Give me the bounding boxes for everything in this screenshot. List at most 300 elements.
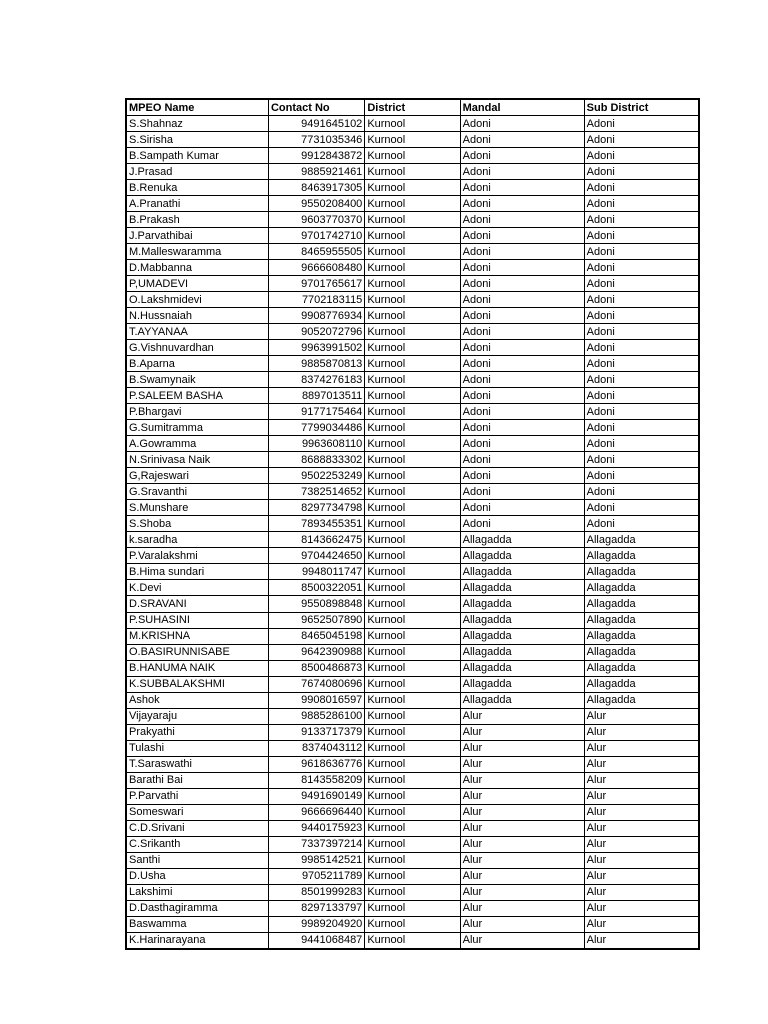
header-sub-district: Sub District xyxy=(584,99,699,116)
mpeo-name-cell: P,UMADEVI xyxy=(126,276,268,292)
mpeo-contact-table xyxy=(125,98,700,950)
contact-no-cell: 9705211789 xyxy=(268,868,364,884)
sub-district-cell: Alur xyxy=(584,884,699,900)
table-row xyxy=(126,676,699,692)
table-row xyxy=(126,324,699,340)
sub-district-cell: Adoni xyxy=(584,420,699,436)
table-row xyxy=(126,804,699,820)
contact-no-cell: 8374276183 xyxy=(268,372,364,388)
sub-district-cell: Adoni xyxy=(584,276,699,292)
mandal-cell: Adoni xyxy=(460,468,584,484)
district-cell: Kurnool xyxy=(365,388,460,404)
mandal-cell: Adoni xyxy=(460,228,584,244)
contact-no-cell: 7893455351 xyxy=(268,516,364,532)
mandal-cell: Adoni xyxy=(460,404,584,420)
table-row xyxy=(126,692,699,708)
district-cell: Kurnool xyxy=(365,804,460,820)
mandal-cell: Allagadda xyxy=(460,564,584,580)
mandal-cell: Adoni xyxy=(460,164,584,180)
mpeo-name-cell: Someswari xyxy=(126,804,268,820)
mandal-cell: Alur xyxy=(460,804,584,820)
table-row xyxy=(126,484,699,500)
mandal-cell: Adoni xyxy=(460,276,584,292)
sub-district-cell: Adoni xyxy=(584,468,699,484)
sub-district-cell: Allagadda xyxy=(584,580,699,596)
district-cell: Kurnool xyxy=(365,324,460,340)
district-cell: Kurnool xyxy=(365,612,460,628)
contact-no-cell: 9491645102 xyxy=(268,116,364,132)
mpeo-name-cell: J.Prasad xyxy=(126,164,268,180)
contact-no-cell: 9885870813 xyxy=(268,356,364,372)
table-row xyxy=(126,772,699,788)
mpeo-name-cell: S.Shahnaz xyxy=(126,116,268,132)
table-row xyxy=(126,276,699,292)
sub-district-cell: Adoni xyxy=(584,484,699,500)
district-cell: Kurnool xyxy=(365,916,460,932)
mandal-cell: Adoni xyxy=(460,516,584,532)
sub-district-cell: Adoni xyxy=(584,116,699,132)
mandal-cell: Allagadda xyxy=(460,628,584,644)
mpeo-name-cell: N.Hussnaiah xyxy=(126,308,268,324)
mpeo-name-cell: Baswamma xyxy=(126,916,268,932)
district-cell: Kurnool xyxy=(365,356,460,372)
sub-district-cell: Allagadda xyxy=(584,644,699,660)
district-cell: Kurnool xyxy=(365,932,460,949)
mandal-cell: Adoni xyxy=(460,500,584,516)
table-row xyxy=(126,212,699,228)
sub-district-cell: Adoni xyxy=(584,260,699,276)
sub-district-cell: Alur xyxy=(584,932,699,949)
mpeo-name-cell: C.D.Srivani xyxy=(126,820,268,836)
mandal-cell: Alur xyxy=(460,852,584,868)
table-row xyxy=(126,372,699,388)
contact-no-cell: 9908016597 xyxy=(268,692,364,708)
mandal-cell: Adoni xyxy=(460,148,584,164)
table-row xyxy=(126,580,699,596)
mandal-cell: Adoni xyxy=(460,260,584,276)
contact-no-cell: 9440175923 xyxy=(268,820,364,836)
contact-no-cell: 9948011747 xyxy=(268,564,364,580)
mpeo-name-cell: T.AYYANAA xyxy=(126,324,268,340)
sub-district-cell: Alur xyxy=(584,916,699,932)
mandal-cell: Adoni xyxy=(460,292,584,308)
district-cell: Kurnool xyxy=(365,404,460,420)
table-row xyxy=(126,148,699,164)
district-cell: Kurnool xyxy=(365,244,460,260)
mandal-cell: Adoni xyxy=(460,356,584,372)
sub-district-cell: Allagadda xyxy=(584,532,699,548)
contact-no-cell: 8297734798 xyxy=(268,500,364,516)
table-row xyxy=(126,260,699,276)
contact-no-cell: 9908776934 xyxy=(268,308,364,324)
header-district: District xyxy=(365,99,460,116)
mandal-cell: Adoni xyxy=(460,340,584,356)
contact-no-cell: 8500322051 xyxy=(268,580,364,596)
district-cell: Kurnool xyxy=(365,676,460,692)
sub-district-cell: Alur xyxy=(584,788,699,804)
district-cell: Kurnool xyxy=(365,132,460,148)
district-cell: Kurnool xyxy=(365,644,460,660)
mpeo-name-cell: D.Usha xyxy=(126,868,268,884)
sub-district-cell: Allagadda xyxy=(584,676,699,692)
table-header-row xyxy=(126,99,699,116)
mandal-cell: Adoni xyxy=(460,212,584,228)
district-cell: Kurnool xyxy=(365,436,460,452)
mandal-cell: Adoni xyxy=(460,420,584,436)
district-cell: Kurnool xyxy=(365,756,460,772)
mandal-cell: Adoni xyxy=(460,324,584,340)
mandal-cell: Allagadda xyxy=(460,548,584,564)
mandal-cell: Allagadda xyxy=(460,692,584,708)
district-cell: Kurnool xyxy=(365,580,460,596)
sub-district-cell: Adoni xyxy=(584,356,699,372)
mandal-cell: Adoni xyxy=(460,388,584,404)
contact-no-cell: 7382514652 xyxy=(268,484,364,500)
mpeo-name-cell: P.Bhargavi xyxy=(126,404,268,420)
sub-district-cell: Adoni xyxy=(584,388,699,404)
mandal-cell: Allagadda xyxy=(460,596,584,612)
mandal-cell: Adoni xyxy=(460,180,584,196)
sub-district-cell: Adoni xyxy=(584,228,699,244)
district-cell: Kurnool xyxy=(365,820,460,836)
district-cell: Kurnool xyxy=(365,276,460,292)
mpeo-name-cell: Prakyathi xyxy=(126,724,268,740)
header-contact-no: Contact No xyxy=(268,99,364,116)
district-cell: Kurnool xyxy=(365,164,460,180)
table-row xyxy=(126,132,699,148)
sub-district-cell: Allagadda xyxy=(584,564,699,580)
sub-district-cell: Adoni xyxy=(584,372,699,388)
contact-no-cell: 9603770370 xyxy=(268,212,364,228)
table-row xyxy=(126,228,699,244)
mandal-cell: Allagadda xyxy=(460,532,584,548)
mandal-cell: Allagadda xyxy=(460,612,584,628)
table-row xyxy=(126,308,699,324)
district-cell: Kurnool xyxy=(365,836,460,852)
table-row xyxy=(126,420,699,436)
district-cell: Kurnool xyxy=(365,180,460,196)
mandal-cell: Adoni xyxy=(460,308,584,324)
mandal-cell: Alur xyxy=(460,836,584,852)
sub-district-cell: Allagadda xyxy=(584,612,699,628)
district-cell: Kurnool xyxy=(365,452,460,468)
mpeo-name-cell: G.Sumitramma xyxy=(126,420,268,436)
district-cell: Kurnool xyxy=(365,708,460,724)
mandal-cell: Alur xyxy=(460,708,584,724)
table-row xyxy=(126,708,699,724)
sub-district-cell: Alur xyxy=(584,724,699,740)
district-cell: Kurnool xyxy=(365,340,460,356)
mandal-cell: Adoni xyxy=(460,244,584,260)
contact-no-cell: 9985142521 xyxy=(268,852,364,868)
contact-no-cell: 7674080696 xyxy=(268,676,364,692)
table-row xyxy=(126,196,699,212)
mpeo-name-cell: C.Srikanth xyxy=(126,836,268,852)
mpeo-name-cell: O.Lakshmidevi xyxy=(126,292,268,308)
mandal-cell: Allagadda xyxy=(460,676,584,692)
mpeo-name-cell: J.Parvathibai xyxy=(126,228,268,244)
mpeo-name-cell: B.Renuka xyxy=(126,180,268,196)
contact-no-cell: 7702183115 xyxy=(268,292,364,308)
contact-no-cell: 8465955505 xyxy=(268,244,364,260)
contact-no-cell: 8897013511 xyxy=(268,388,364,404)
sub-district-cell: Allagadda xyxy=(584,628,699,644)
mpeo-name-cell: G,Rajeswari xyxy=(126,468,268,484)
table-row xyxy=(126,916,699,932)
contact-no-cell: 9642390988 xyxy=(268,644,364,660)
district-cell: Kurnool xyxy=(365,628,460,644)
sub-district-cell: Allagadda xyxy=(584,596,699,612)
mpeo-name-cell: O.BASIRUNNISABE xyxy=(126,644,268,660)
contact-no-cell: 9963991502 xyxy=(268,340,364,356)
contact-no-cell: 9052072796 xyxy=(268,324,364,340)
mandal-cell: Allagadda xyxy=(460,580,584,596)
sub-district-cell: Alur xyxy=(584,836,699,852)
mpeo-name-cell: Santhi xyxy=(126,852,268,868)
district-cell: Kurnool xyxy=(365,500,460,516)
contact-no-cell: 9701765617 xyxy=(268,276,364,292)
mpeo-name-cell: P.Varalakshmi xyxy=(126,548,268,564)
mpeo-name-cell: G.Sravanthi xyxy=(126,484,268,500)
mpeo-name-cell: B.HANUMA NAIK xyxy=(126,660,268,676)
district-cell: Kurnool xyxy=(365,868,460,884)
mandal-cell: Adoni xyxy=(460,484,584,500)
district-cell: Kurnool xyxy=(365,420,460,436)
mpeo-name-cell: Barathi Bai xyxy=(126,772,268,788)
sub-district-cell: Alur xyxy=(584,868,699,884)
table-row xyxy=(126,820,699,836)
sub-district-cell: Alur xyxy=(584,804,699,820)
contact-no-cell: 9989204920 xyxy=(268,916,364,932)
district-cell: Kurnool xyxy=(365,564,460,580)
district-cell: Kurnool xyxy=(365,852,460,868)
sub-district-cell: Adoni xyxy=(584,404,699,420)
mpeo-name-cell: T.Saraswathi xyxy=(126,756,268,772)
sub-district-cell: Alur xyxy=(584,820,699,836)
contact-no-cell: 8688833302 xyxy=(268,452,364,468)
contact-no-cell: 9704424650 xyxy=(268,548,364,564)
contact-no-cell: 7799034486 xyxy=(268,420,364,436)
mandal-cell: Alur xyxy=(460,756,584,772)
contact-no-cell: 9885921461 xyxy=(268,164,364,180)
sub-district-cell: Allagadda xyxy=(584,548,699,564)
table-row xyxy=(126,468,699,484)
contact-no-cell: 8463917305 xyxy=(268,180,364,196)
sub-district-cell: Adoni xyxy=(584,500,699,516)
sub-district-cell: Adoni xyxy=(584,308,699,324)
mandal-cell: Alur xyxy=(460,788,584,804)
district-cell: Kurnool xyxy=(365,292,460,308)
contact-no-cell: 9550898848 xyxy=(268,596,364,612)
mpeo-name-cell: B.Aparna xyxy=(126,356,268,372)
sub-district-cell: Adoni xyxy=(584,244,699,260)
table-row xyxy=(126,340,699,356)
sub-district-cell: Adoni xyxy=(584,340,699,356)
table-row xyxy=(126,852,699,868)
table-row xyxy=(126,500,699,516)
contact-no-cell: 9502253249 xyxy=(268,468,364,484)
district-cell: Kurnool xyxy=(365,308,460,324)
mandal-cell: Alur xyxy=(460,820,584,836)
table-row xyxy=(126,388,699,404)
contact-no-cell: 8500486873 xyxy=(268,660,364,676)
table-body xyxy=(126,116,699,949)
contact-no-cell: 9133717379 xyxy=(268,724,364,740)
table-row xyxy=(126,180,699,196)
district-cell: Kurnool xyxy=(365,772,460,788)
mpeo-name-cell: P.Parvathi xyxy=(126,788,268,804)
mpeo-name-cell: P.SALEEM BASHA xyxy=(126,388,268,404)
table-row xyxy=(126,244,699,260)
mpeo-name-cell: K.Harinarayana xyxy=(126,932,268,949)
table-row xyxy=(126,532,699,548)
district-cell: Kurnool xyxy=(365,516,460,532)
mpeo-name-cell: K.SUBBALAKSHMI xyxy=(126,676,268,692)
district-cell: Kurnool xyxy=(365,788,460,804)
mandal-cell: Alur xyxy=(460,868,584,884)
contact-no-cell: 9885286100 xyxy=(268,708,364,724)
mpeo-name-cell: B.Prakash xyxy=(126,212,268,228)
district-cell: Kurnool xyxy=(365,548,460,564)
district-cell: Kurnool xyxy=(365,596,460,612)
mandal-cell: Adoni xyxy=(460,436,584,452)
contact-no-cell: 9652507890 xyxy=(268,612,364,628)
sub-district-cell: Allagadda xyxy=(584,660,699,676)
district-cell: Kurnool xyxy=(365,196,460,212)
district-cell: Kurnool xyxy=(365,660,460,676)
table-row xyxy=(126,900,699,916)
table-row xyxy=(126,740,699,756)
table-row xyxy=(126,548,699,564)
table-row xyxy=(126,404,699,420)
mpeo-name-cell: Vijayaraju xyxy=(126,708,268,724)
table-row xyxy=(126,596,699,612)
district-cell: Kurnool xyxy=(365,116,460,132)
mandal-cell: Alur xyxy=(460,724,584,740)
mandal-cell: Alur xyxy=(460,900,584,916)
mandal-cell: Adoni xyxy=(460,452,584,468)
district-cell: Kurnool xyxy=(365,372,460,388)
table-row xyxy=(126,628,699,644)
district-cell: Kurnool xyxy=(365,260,460,276)
sub-district-cell: Adoni xyxy=(584,212,699,228)
header-mandal: Mandal xyxy=(460,99,584,116)
contact-no-cell: 8465045198 xyxy=(268,628,364,644)
sub-district-cell: Adoni xyxy=(584,292,699,308)
district-cell: Kurnool xyxy=(365,884,460,900)
sub-district-cell: Adoni xyxy=(584,516,699,532)
contact-no-cell: 9963608110 xyxy=(268,436,364,452)
table-row xyxy=(126,356,699,372)
table-row xyxy=(126,836,699,852)
mpeo-name-cell: D.Dasthagiramma xyxy=(126,900,268,916)
sub-district-cell: Alur xyxy=(584,852,699,868)
mpeo-name-cell: N.Srinivasa Naik xyxy=(126,452,268,468)
mandal-cell: Adoni xyxy=(460,372,584,388)
table-row xyxy=(126,724,699,740)
sub-district-cell: Alur xyxy=(584,772,699,788)
table-row xyxy=(126,452,699,468)
table-row xyxy=(126,292,699,308)
sub-district-cell: Adoni xyxy=(584,196,699,212)
mpeo-name-cell: B.Sampath Kumar xyxy=(126,148,268,164)
table-row xyxy=(126,436,699,452)
mandal-cell: Adoni xyxy=(460,116,584,132)
table-row xyxy=(126,564,699,580)
mpeo-name-cell: B.Hima sundari xyxy=(126,564,268,580)
contact-no-cell: 8143662475 xyxy=(268,532,364,548)
mpeo-name-cell: S.Shoba xyxy=(126,516,268,532)
district-cell: Kurnool xyxy=(365,740,460,756)
mpeo-name-cell: M.Malleswaramma xyxy=(126,244,268,260)
contact-no-cell: 8374043112 xyxy=(268,740,364,756)
sub-district-cell: Adoni xyxy=(584,324,699,340)
mpeo-name-cell: Tulashi xyxy=(126,740,268,756)
sub-district-cell: Alur xyxy=(584,708,699,724)
mpeo-name-cell: G.Vishnuvardhan xyxy=(126,340,268,356)
mandal-cell: Adoni xyxy=(460,132,584,148)
district-cell: Kurnool xyxy=(365,532,460,548)
mandal-cell: Alur xyxy=(460,740,584,756)
table-row xyxy=(126,516,699,532)
sub-district-cell: Adoni xyxy=(584,180,699,196)
mandal-cell: Alur xyxy=(460,916,584,932)
contact-no-cell: 9912843872 xyxy=(268,148,364,164)
table-row xyxy=(126,612,699,628)
table-row xyxy=(126,868,699,884)
header-mpeo-name: MPEO Name xyxy=(126,99,268,116)
table-row xyxy=(126,932,699,949)
contact-no-cell: 9491690149 xyxy=(268,788,364,804)
sub-district-cell: Alur xyxy=(584,900,699,916)
table-row xyxy=(126,644,699,660)
mandal-cell: Allagadda xyxy=(460,644,584,660)
table-row xyxy=(126,164,699,180)
sub-district-cell: Adoni xyxy=(584,164,699,180)
contact-no-cell: 8297133797 xyxy=(268,900,364,916)
mandal-cell: Alur xyxy=(460,932,584,949)
mpeo-name-cell: P.SUHASINI xyxy=(126,612,268,628)
mpeo-name-cell: k.saradha xyxy=(126,532,268,548)
mpeo-name-cell: K.Devi xyxy=(126,580,268,596)
contact-no-cell: 9666608480 xyxy=(268,260,364,276)
mpeo-name-cell: S.Munshare xyxy=(126,500,268,516)
mpeo-name-cell: S.Sirisha xyxy=(126,132,268,148)
mpeo-name-cell: A.Pranathi xyxy=(126,196,268,212)
mpeo-name-cell: B.Swamynaik xyxy=(126,372,268,388)
contact-no-cell: 9550208400 xyxy=(268,196,364,212)
table-row xyxy=(126,116,699,132)
mpeo-name-cell: Ashok xyxy=(126,692,268,708)
sub-district-cell: Adoni xyxy=(584,148,699,164)
mpeo-name-cell: D.SRAVANI xyxy=(126,596,268,612)
district-cell: Kurnool xyxy=(365,484,460,500)
mandal-cell: Alur xyxy=(460,772,584,788)
district-cell: Kurnool xyxy=(365,692,460,708)
contact-no-cell: 8143558209 xyxy=(268,772,364,788)
district-cell: Kurnool xyxy=(365,468,460,484)
table-row xyxy=(126,756,699,772)
sub-district-cell: Adoni xyxy=(584,436,699,452)
sub-district-cell: Alur xyxy=(584,756,699,772)
sub-district-cell: Adoni xyxy=(584,452,699,468)
contact-no-cell: 9441068487 xyxy=(268,932,364,949)
district-cell: Kurnool xyxy=(365,148,460,164)
contact-no-cell: 9618636776 xyxy=(268,756,364,772)
district-cell: Kurnool xyxy=(365,212,460,228)
sub-district-cell: Adoni xyxy=(584,132,699,148)
mpeo-name-cell: Lakshimi xyxy=(126,884,268,900)
